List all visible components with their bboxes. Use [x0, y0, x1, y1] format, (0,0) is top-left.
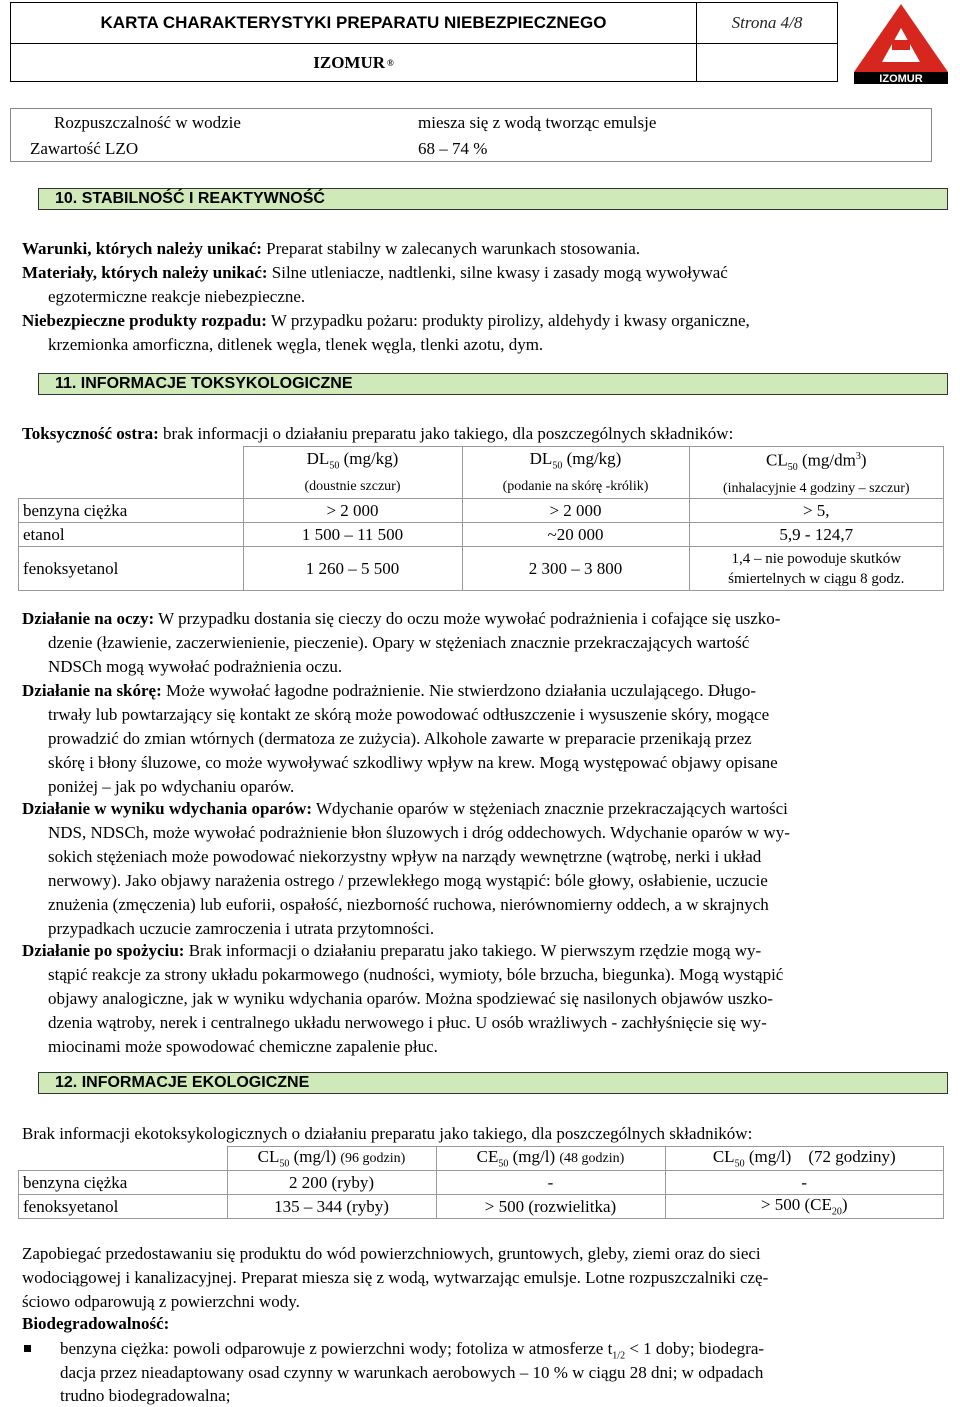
page-number: Strona 4/8	[697, 3, 837, 44]
paragraph-cont: krzemionka amorficzna, ditlenek węgla, tlenek węgla, tlenki azotu, dym.	[48, 335, 544, 354]
text: Preparat stabilny w zalecanych warunkach stosowania.	[261, 239, 641, 258]
term-label: Niebezpieczne produkty rozpadu:	[22, 311, 267, 330]
sub: 50	[552, 460, 563, 472]
text: Wdychanie oparów w stężeniach znacznie przekraczających wartości	[311, 799, 788, 818]
text: 1,4 – nie powoduje skutków	[731, 550, 902, 567]
text: CL	[257, 1147, 280, 1167]
sub: 50	[734, 1158, 745, 1170]
izomur-logo	[848, 0, 954, 86]
cell: -	[665, 1171, 944, 1195]
text: )	[860, 450, 867, 470]
term-label: Toksyczność ostra:	[22, 424, 159, 443]
section-heading-11: 11. INFORMACJE TOKSYKOLOGICZNE	[38, 373, 948, 395]
table-row	[19, 523, 944, 547]
bullet-text: trudno biodegradowalna;	[60, 1386, 231, 1405]
cell: > 2 000	[462, 499, 689, 523]
document-title: KARTA CHARAKTERYSTYKI PREPARATU NIEBEZPIECZNEGO	[11, 3, 697, 44]
column-header	[462, 447, 689, 499]
text: W przypadku dostania się cieczy do oczu może wywołać podrażnienia i cofające się uszko-	[154, 609, 781, 628]
cell: > 5,	[689, 499, 944, 523]
section-heading-10: 10. STABILNOŚĆ I REAKTYWNOŚĆ	[38, 188, 948, 210]
sup: 3	[855, 451, 861, 462]
empty-cell	[19, 1147, 228, 1171]
paragraph	[22, 941, 761, 961]
paragraph-cont: dzenia wątroby, nerek i centralnego układu nerwowego i płuc. U osób wrażliwych - zachłyśnięcie się wy-	[48, 1013, 767, 1032]
cell: 5,9 - 124,7	[689, 523, 944, 547]
paragraph-cont: objawy analogiczne, jak w wyniku wdychania oparów. Można spodziewać się nasilonych objawów uszko-	[48, 989, 773, 1008]
paragraph-cont: nerwowy). Jako objawy narażenia ostrego / przewlekłego mogą wystąpić: bóle głowy, osłabienie, uczucie	[48, 871, 768, 890]
text: brak informacji o działaniu preparatu jako takiego, dla poszczególnych składników:	[158, 424, 734, 443]
term-label: Działanie w wyniku wdychania oparów:	[22, 799, 312, 818]
column-note: (inhalacyjnie 4 godziny – szczur)	[722, 481, 910, 497]
column-note: (96 godzin)	[340, 1151, 406, 1167]
ecotoxicity-table	[18, 1146, 944, 1219]
sub: 50	[498, 1158, 509, 1170]
cell	[689, 547, 944, 591]
sub: 50	[329, 460, 340, 472]
text: W przypadku pożaru: produkty pirolizy, aldehydy i kwasy organiczne,	[266, 311, 750, 330]
prop-label: Zawartość LZO	[30, 139, 139, 158]
paragraph-cont: przypadkach uczucie zamroczenia i utrata przytomności.	[48, 919, 435, 938]
sub: 1/2	[612, 1350, 626, 1362]
paragraph-cont: poniżej – jak po wdychaniu oparów.	[48, 777, 295, 796]
cell-name: etanol	[19, 523, 244, 547]
text: Może wywołać łagodne podrażnienie. Nie stwierdzono działania uczulającego. Długo-	[161, 681, 757, 700]
toxicity-table	[18, 446, 944, 591]
paragraph-cont: dzenie (łzawienie, zaczerwienienie, pieczenie). Opary w stężeniach znacznie przekraczających wartość	[48, 633, 750, 652]
table-header-row	[19, 1147, 944, 1171]
paragraph	[22, 263, 728, 283]
product-name	[11, 44, 697, 81]
cell	[665, 1195, 944, 1219]
table-row	[19, 547, 944, 591]
column-header	[436, 1147, 665, 1171]
column-header	[243, 447, 462, 499]
table-row	[19, 1171, 944, 1195]
prop-value: 68 – 74 %	[418, 139, 488, 158]
prop-label: Rozpuszczalność w wodzie	[54, 113, 241, 132]
cell-name: benzyna ciężka	[19, 499, 244, 523]
cell-name: fenoksyetanol	[19, 547, 244, 591]
text: (mg/kg)	[562, 448, 622, 468]
paragraph-cont: skórę i błony śluzowe, co może wywoływać szkodliwy wpływ na krew. Mogą występować objawy opisane	[48, 753, 778, 772]
cell: 1 260 – 5 500	[243, 547, 462, 591]
text: DL	[529, 448, 553, 468]
paragraph-cont: NDSCh mogą wywołać podrażnienia oczu.	[48, 657, 343, 676]
registered-mark: ®	[387, 57, 394, 68]
term-label: Działanie na skórę:	[22, 681, 162, 700]
bullet-icon	[24, 1345, 31, 1352]
paragraph	[22, 311, 750, 331]
text: < 1 doby; biodegra-	[625, 1339, 765, 1358]
paragraph: Zapobiegać przedostawaniu się produktu do wód powierzchniowych, gruntowych, gleby, ziemi oraz do sieci	[22, 1244, 761, 1263]
text: CL	[712, 1147, 735, 1167]
paragraph	[22, 609, 780, 629]
paragraph-cont: miocinami może spowodować chemiczne zapalenie płuc.	[48, 1037, 438, 1056]
table-row	[19, 499, 944, 523]
logo-text: IZOMUR	[879, 73, 923, 85]
cell-name: fenoksyetanol	[19, 1195, 228, 1219]
text: (mg/l)	[289, 1147, 337, 1167]
table-header-row	[19, 447, 944, 499]
paragraph-cont: stąpić reakcje za strony układu pokarmowego (nudności, wymioty, bóle brzucha, biegunka). Mogą wystąpić	[48, 965, 784, 984]
column-note: (doustnie szczur)	[304, 479, 401, 495]
text: CE	[476, 1147, 499, 1167]
paragraph-cont: NDS, NDSCh, może wywołać podrażnienie błon śluzowych i dróg oddechowych. Wdychanie oparów w wy-	[48, 823, 790, 842]
text: > 500 (CE	[760, 1195, 832, 1215]
cell: 2 300 – 3 800	[462, 547, 689, 591]
product-name-text: IZOMUR	[313, 52, 386, 72]
document-header	[10, 2, 838, 82]
text: Brak informacji o działaniu preparatu jako takiego. W pierwszym rzędzie mogą wy-	[184, 941, 762, 960]
paragraph-cont: trwały lub powtarzający się kontakt ze skórą może powodować odtłuszczenie i wysuszenie skóry, mogące	[48, 705, 770, 724]
prop-value: miesza się z wodą tworząc emulsje	[418, 113, 657, 132]
paragraph-cont: prowadzić do zmian wtórnych (dermatoza ze zużycia). Alkohole zawarte w preparacie przenikają przez	[48, 729, 752, 748]
cell: 135 – 344 (ryby)	[227, 1195, 436, 1219]
sub: 20	[831, 1206, 842, 1218]
text: śmiertelnych w ciągu 8 godz.	[728, 570, 905, 587]
cell: 1 500 – 11 500	[243, 523, 462, 547]
paragraph	[22, 239, 640, 259]
text: (mg/l)	[744, 1147, 792, 1167]
term-label: Działanie na oczy:	[22, 609, 155, 628]
paragraph: wodociągowej i kanalizacyjnej. Preparat miesza się z wodą, wytwarzając emulsje. Lotne rozpuszczalniki czę-	[22, 1268, 769, 1287]
column-note: (48 godzin)	[559, 1151, 625, 1167]
column-note: (podanie na skórę -królik)	[502, 479, 649, 495]
sub: 50	[279, 1158, 290, 1170]
text: Silne utleniacze, nadtlenki, silne kwasy i zasady mogą wywoływać	[267, 263, 728, 282]
text: DL	[306, 448, 330, 468]
column-header	[665, 1147, 944, 1171]
term-label: Działanie po spożyciu:	[22, 941, 185, 960]
column-header	[689, 447, 944, 499]
paragraph-cont: sokich stężeniach może powodować niekorzystny wpływ na narządy wewnętrzne (wątrobę, nerki i układ	[48, 847, 762, 866]
cell: > 2 000	[243, 499, 462, 523]
paragraph: Brak informacji ekotoksykologicznych o działaniu preparatu jako takiego, dla poszczególnych składników:	[22, 1124, 753, 1143]
text: CL	[766, 450, 788, 470]
bullet-text	[60, 1339, 764, 1361]
column-note: (72 godziny)	[808, 1147, 896, 1167]
cell: > 500 (rozwielitka)	[436, 1195, 665, 1219]
term-label: Biodegradowalność:	[22, 1314, 170, 1333]
paragraph	[22, 424, 733, 444]
table-row	[19, 1195, 944, 1219]
cell: -	[436, 1171, 665, 1195]
term-label: Warunki, których należy unikać:	[22, 239, 262, 258]
section-heading-12: 12. INFORMACJE EKOLOGICZNE	[38, 1072, 948, 1094]
text: benzyna ciężka: powoli odparowuje z powierzchni wody; fotoliza w atmosferze t	[60, 1339, 613, 1358]
column-header	[227, 1147, 436, 1171]
sub: 50	[787, 462, 798, 474]
paragraph	[22, 799, 788, 819]
text: (mg/dm	[797, 450, 856, 470]
term-label: Materiały, których należy unikać:	[22, 263, 268, 282]
cell-name: benzyna ciężka	[19, 1171, 228, 1195]
cell: ~20 000	[462, 523, 689, 547]
cell: 2 200 (ryby)	[227, 1171, 436, 1195]
paragraph	[22, 681, 756, 701]
paragraph: ściowo odparowują z powierzchni wody.	[22, 1292, 300, 1311]
text: )	[841, 1195, 848, 1215]
paragraph-cont: egzotermiczne reakcje niebezpieczne.	[48, 287, 306, 306]
bullet-text: dacja przez nieadaptowany osad czynny w warunkach aerobowych – 10 % w ciągu 28 dni; w odpadach	[60, 1363, 764, 1382]
paragraph-cont: znużenia (zmęczenia) lub euforii, ospałość, niezborność ruchowa, nierównomierny oddech, a w skrajnych	[48, 895, 769, 914]
text: (mg/kg)	[339, 448, 399, 468]
text: (mg/l)	[508, 1147, 556, 1167]
